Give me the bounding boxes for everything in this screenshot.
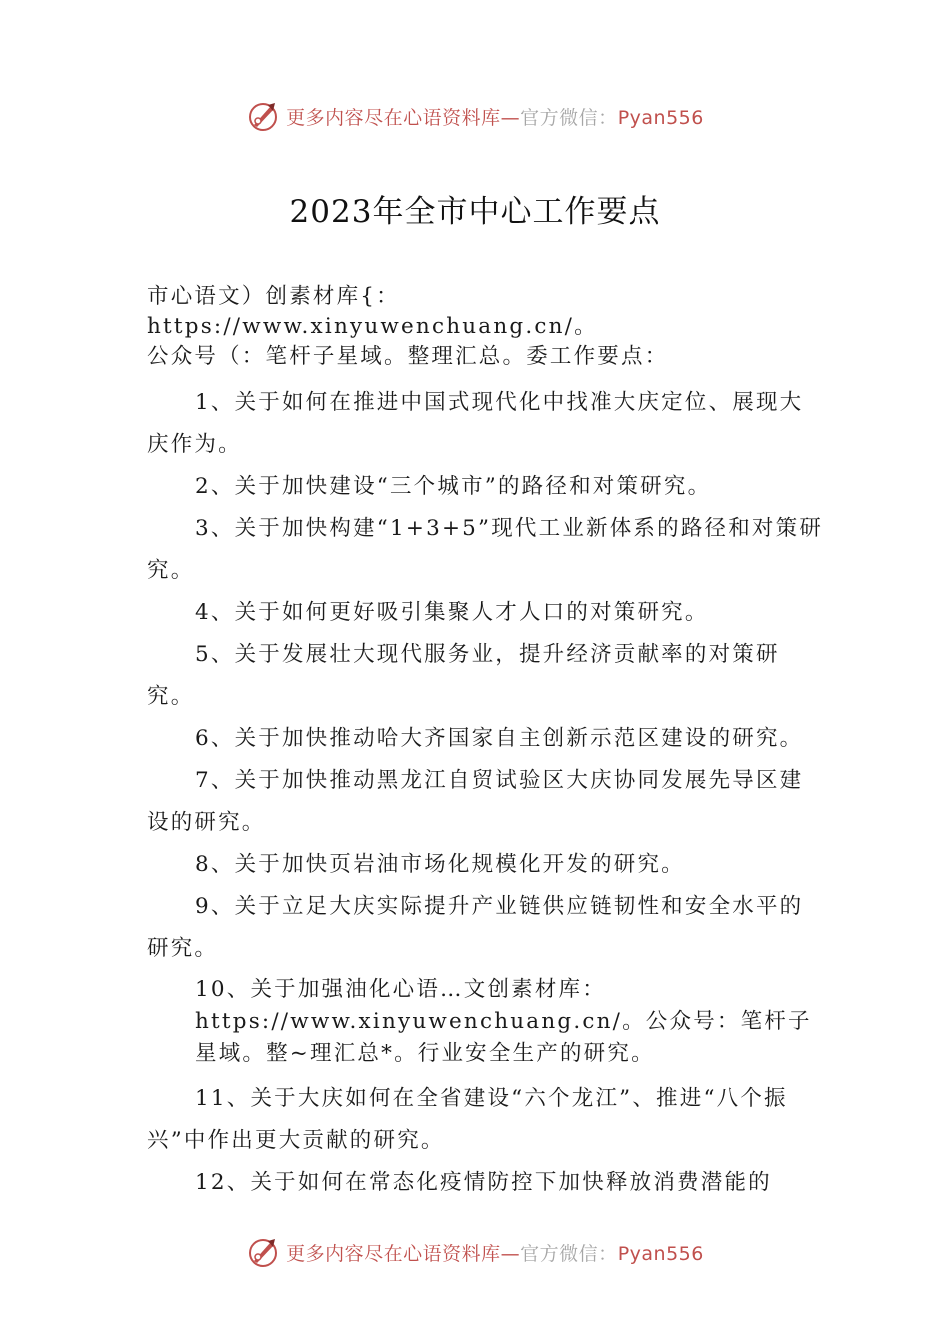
document-title: 2023年全市中心工作要点 — [289, 194, 661, 230]
footer-main-text: 更多内容尽在心语资料库— — [286, 1242, 521, 1265]
list-item-4: 4、关于如何更好吸引集聚人才人口的对策研究。 — [195, 600, 709, 625]
intro-line-1: 市心语文）创素材库{：https://www.xinyuwenchuang.cn/。 — [147, 284, 598, 339]
brush-logo-icon — [246, 99, 280, 133]
list-item-10: 10、关于加强油化心语…文创素材库：https://www.xinyuwenchuang.cn/。公众号：笔杆子星域。整~理汇总*。行业安全生产的研究。 — [195, 977, 812, 1066]
footer-account: Pyan556 — [617, 1242, 704, 1265]
banner-main-text: 更多内容尽在心语资料库— — [286, 106, 521, 129]
intro-paragraph — [147, 282, 827, 372]
list-item-12: 12、关于如何在常态化疫情防控下加快释放消费潜能的 — [195, 1170, 772, 1195]
list-item-5: 5、关于发展壮大现代服务业，提升经济贡献率的对策研究。 — [147, 642, 780, 709]
list-item-11: 11、关于大庆如何在全省建设“六个龙江”、推进“八个振兴”中作出更大贡献的研究。 — [147, 1086, 788, 1153]
list-item-9: 9、关于立足大庆实际提升产业链供应链韧性和安全水平的研究。 — [147, 894, 804, 961]
banner-text — [286, 103, 704, 130]
document-body — [147, 282, 827, 1204]
header-banner — [0, 96, 950, 136]
footer-banner — [0, 1232, 950, 1272]
brush-logo-icon — [246, 1235, 280, 1269]
list-item-1: 1、关于如何在推进中国式现代化中找准大庆定位、展现大庆作为。 — [147, 390, 804, 457]
list-item-2: 2、关于加快建设“三个城市”的路径和对策研究。 — [195, 474, 712, 499]
banner-account: Pyan556 — [617, 106, 704, 129]
intro-line-2: 公众号（：笔杆子星域。整理汇总。委工作要点： — [147, 344, 669, 369]
banner-wechat-label: 官方微信： — [520, 106, 618, 129]
list-item-7: 7、关于加快推动黑龙江自贸试验区大庆协同发展先导区建设的研究。 — [147, 768, 804, 835]
list-item-6: 6、关于加快推动哈大齐国家自主创新示范区建设的研究。 — [195, 726, 804, 751]
list-item-8: 8、关于加快页岩油市场化规模化开发的研究。 — [195, 852, 685, 877]
footer-banner-text — [286, 1239, 704, 1266]
list-item-3: 3、关于加快构建“1+3+5”现代工业新体系的路径和对策研究。 — [147, 516, 824, 583]
footer-wechat-label: 官方微信： — [520, 1242, 618, 1265]
